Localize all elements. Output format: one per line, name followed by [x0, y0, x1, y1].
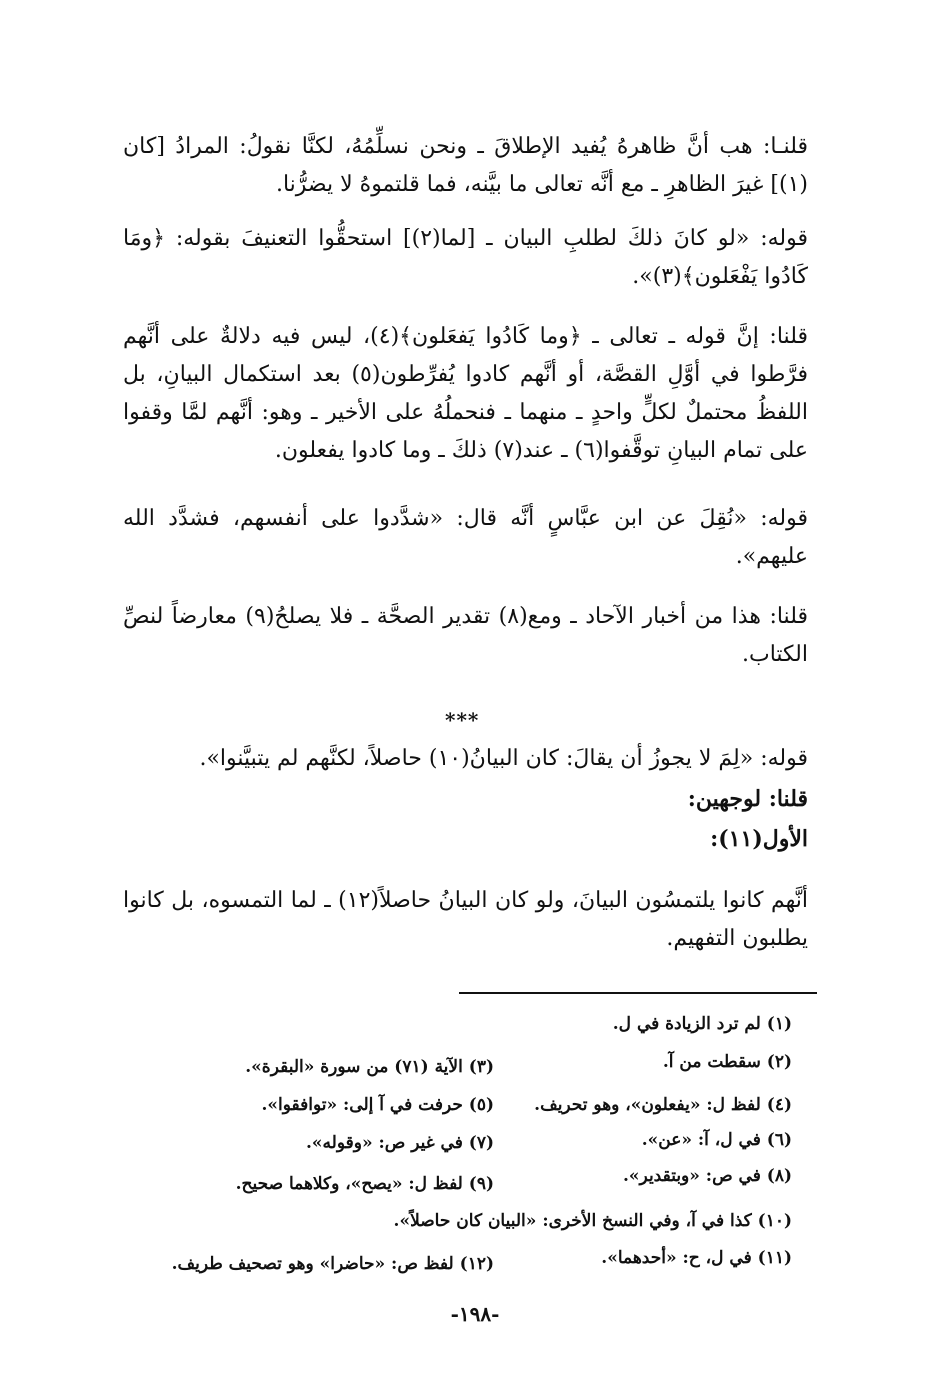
section-heading-first: الأول(١١):: [710, 826, 808, 852]
footnote-12: (١٢) لفظ ص: «حاضرا» وهو تصحيف طريف.: [171, 1254, 494, 1274]
paragraph-1: قلنـا: هب أنَّ ظاهرهُ يُفيد الإطلاقَ ـ ونحن نسلِّمُهُ، لكنَّا نقولُ: المرادُ [كان (١)] غيرَ الظاهرِ ـ مع أنَّه تعالى ما بيَّنه، فما قلتموهُ لا يضرُّنا.: [123, 134, 808, 197]
footnote-10: (١٠) كذا في آ، وفي النسخ الأخرى: «البيان كان حاصلاً».: [393, 1211, 792, 1231]
paragraph-2: قوله: «لو كانَ ذلكَ لطلبِ البيان ـ [لما(٢)] استحقُّوا التعنيفَ بقوله: ﴿ومَا كَادُوا يَفْعَلون﴾(٣)».: [123, 226, 808, 289]
footnote-2: (٢) سقطت من آ.: [662, 1052, 792, 1072]
footnote-6: (٦) في ل، آ: «عن».: [641, 1130, 792, 1150]
footnote-9: (٩) لفظ ل: «يصح»، وكلاهما صحيح.: [235, 1174, 494, 1194]
footnote-4: (٤) لفظ ل: «يفعلون»، وهو تحريف.: [534, 1095, 792, 1115]
section-separator: ***: [445, 708, 480, 732]
paragraph-4: قوله: «نُقِلَ عن ابن عبَّاسٍ أنَّه قال: «شدَّدوا على أنفسهم، فشدَّد الله عليهم».: [123, 506, 808, 569]
paragraph-6: قوله: «لِمَ لا يجوزُ أن يقالَ: كان البيانُ(١٠) حاصلاً، لكنَّهم لم يتبيَّنوا».: [199, 746, 808, 771]
footnote-11: (١١) في ل، ح: «أحدهما».: [601, 1248, 792, 1268]
paragraph-5: قلنا: هذا من أخبار الآحاد ـ ومع(٨) تقدير الصحَّة ـ فلا يصلحُ(٩) معارضاً لنصِّ الكتاب.: [123, 604, 809, 667]
footnote-rule: [459, 992, 817, 994]
paragraph-9: أنَّهم كانوا يلتمسُون البيانَ، ولو كان البيانُ حاصلاً(١٢) ـ لما التمسوه، بل كانوا يطلبون التفهيم.: [123, 888, 808, 951]
footnote-5: (٥) حرفت في آ إلى: «توافقوا».: [261, 1095, 494, 1115]
footnote-7: (٧) في غير ص: «وقوله».: [305, 1133, 494, 1153]
footnote-3: (٣) الآية (٧١) من سورة «البقرة».: [245, 1057, 494, 1077]
page-number: -١٩٨-: [450, 1302, 500, 1326]
footnote-1: (١) لم ترد الزيادة في ل.: [612, 1014, 792, 1034]
footnote-8: (٨) في ص: «وبتقدير».: [623, 1166, 792, 1186]
paragraph-7: قلنا: لوجهين:: [687, 786, 808, 812]
paragraph-3: قلنا: إنَّ قوله ـ تعالى ـ ﴿وما كَادُوا يَفعَلون﴾(٤)، ليس فيه دلالةٌ على أنَّهم فرَّطوا في أوَّلِ القصَّة، أو أنَّهم كادوا يُفرِّطون(٥) بعد استكمال البيانِ، بل اللفظُ محتملٌ لكلٍّ واحدٍ ـ منهما ـ فنحملُهُ على الأخير ـ وهو: أنَّهم لمَّا وقفوا على تمام البيانِ توقَّفوا(٦) ـ عند(٧) ذلكَ ـ وما كادوا يفعلون.: [123, 324, 808, 463]
